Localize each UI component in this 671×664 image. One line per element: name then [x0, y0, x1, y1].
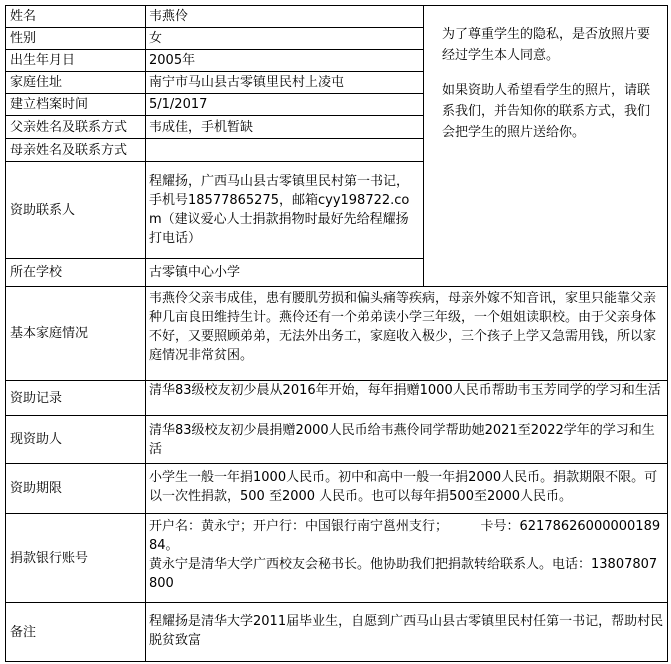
gender-label: 性别 [5, 27, 146, 50]
name-value: 韦燕伶 [145, 5, 424, 28]
school-label: 所在学校 [5, 258, 146, 287]
family-label: 基本家庭情况 [5, 286, 146, 381]
contact-label: 资助联系人 [5, 161, 146, 259]
photo-privacy-notice [423, 5, 668, 287]
record-value: 清华83级校友初少晨从2016年开始，每年捐赠1000人民币帮助韦玉芳同学的学习和生活 [145, 380, 668, 416]
file-date-label: 建立档案时间 [5, 93, 146, 116]
contact-value: 程耀扬，广西马山县古零镇里民村第一书记，手机号18577865275，邮箱cyy198722.com（建议爱心人士捐款捐物时最好先给程耀扬打电话） [145, 161, 424, 259]
mother-value [145, 138, 424, 162]
name-label: 姓名 [5, 5, 146, 28]
notice-paragraph-contact: 如果资助人希望看学生的照片，请联系我们，并告知你的联系方式，我们会把学生的照片送给你。 [442, 83, 651, 140]
gender-value: 女 [145, 27, 424, 50]
notice-paragraph-privacy: 为了尊重学生的隐私，是否放照片要经过学生本人同意。 [442, 27, 651, 63]
bank-value [145, 513, 668, 603]
record-label: 资助记录 [5, 380, 146, 416]
family-value: 韦燕伶父亲韦成佳，患有腰肌劳损和偏头痛等疾病，母亲外嫁不知音讯，家里只能靠父亲种几亩良田维持生计。燕伶还有一个弟弟读小学三年级，一个姐姐读职校。由于父亲身体不好，又要照顾弟弟，无法外出务工，家庭收入极少，三个孩子上学又急需用钱，所以家庭情况非常贫困。 [145, 286, 668, 381]
remark-label: 备注 [5, 602, 146, 662]
file-date-value: 5/1/2017 [145, 93, 424, 116]
current-sponsor-value: 清华83级校友初少晨捐赠2000人民币给韦燕伶同学帮助她2021至2022学年的学习和生活 [145, 415, 668, 464]
address-label: 家庭住址 [5, 71, 146, 94]
bank-label: 捐款银行账号 [5, 513, 146, 603]
period-label: 资助期限 [5, 463, 146, 514]
father-value: 韦成佳，手机暂缺 [145, 115, 424, 139]
school-value: 古零镇中心小学 [145, 258, 424, 287]
birth-value: 2005年 [145, 49, 424, 72]
father-label: 父亲姓名及联系方式 [5, 115, 146, 139]
bank-account-line: 开户名：黄永宁；开户行：中国银行南宁邕州支行； 卡号：6217862600000018984。 [149, 519, 661, 553]
birth-label: 出生年月日 [5, 49, 146, 72]
mother-label: 母亲姓名及联系方式 [5, 138, 146, 162]
address-value: 南宁市马山县古零镇里民村上凌屯 [145, 71, 424, 94]
remark-value: 程耀扬是清华大学2011届毕业生，自愿到广西马山县古零镇里民村任第一书记，帮助村民脱贫致富 [145, 602, 668, 662]
current-sponsor-label: 现资助人 [5, 415, 146, 464]
period-value: 小学生一般一年捐1000人民币。初中和高中一般一年捐2000人民币。捐款期限不限。可以一次性捐款，500 至2000 人民币。也可以每年捐500至2000人民币。 [145, 463, 668, 514]
bank-contact-line: 黄永宁是清华大学广西校友会秘书长。他协助我们把捐款转给联系人。电话：13807807800 [149, 557, 658, 591]
